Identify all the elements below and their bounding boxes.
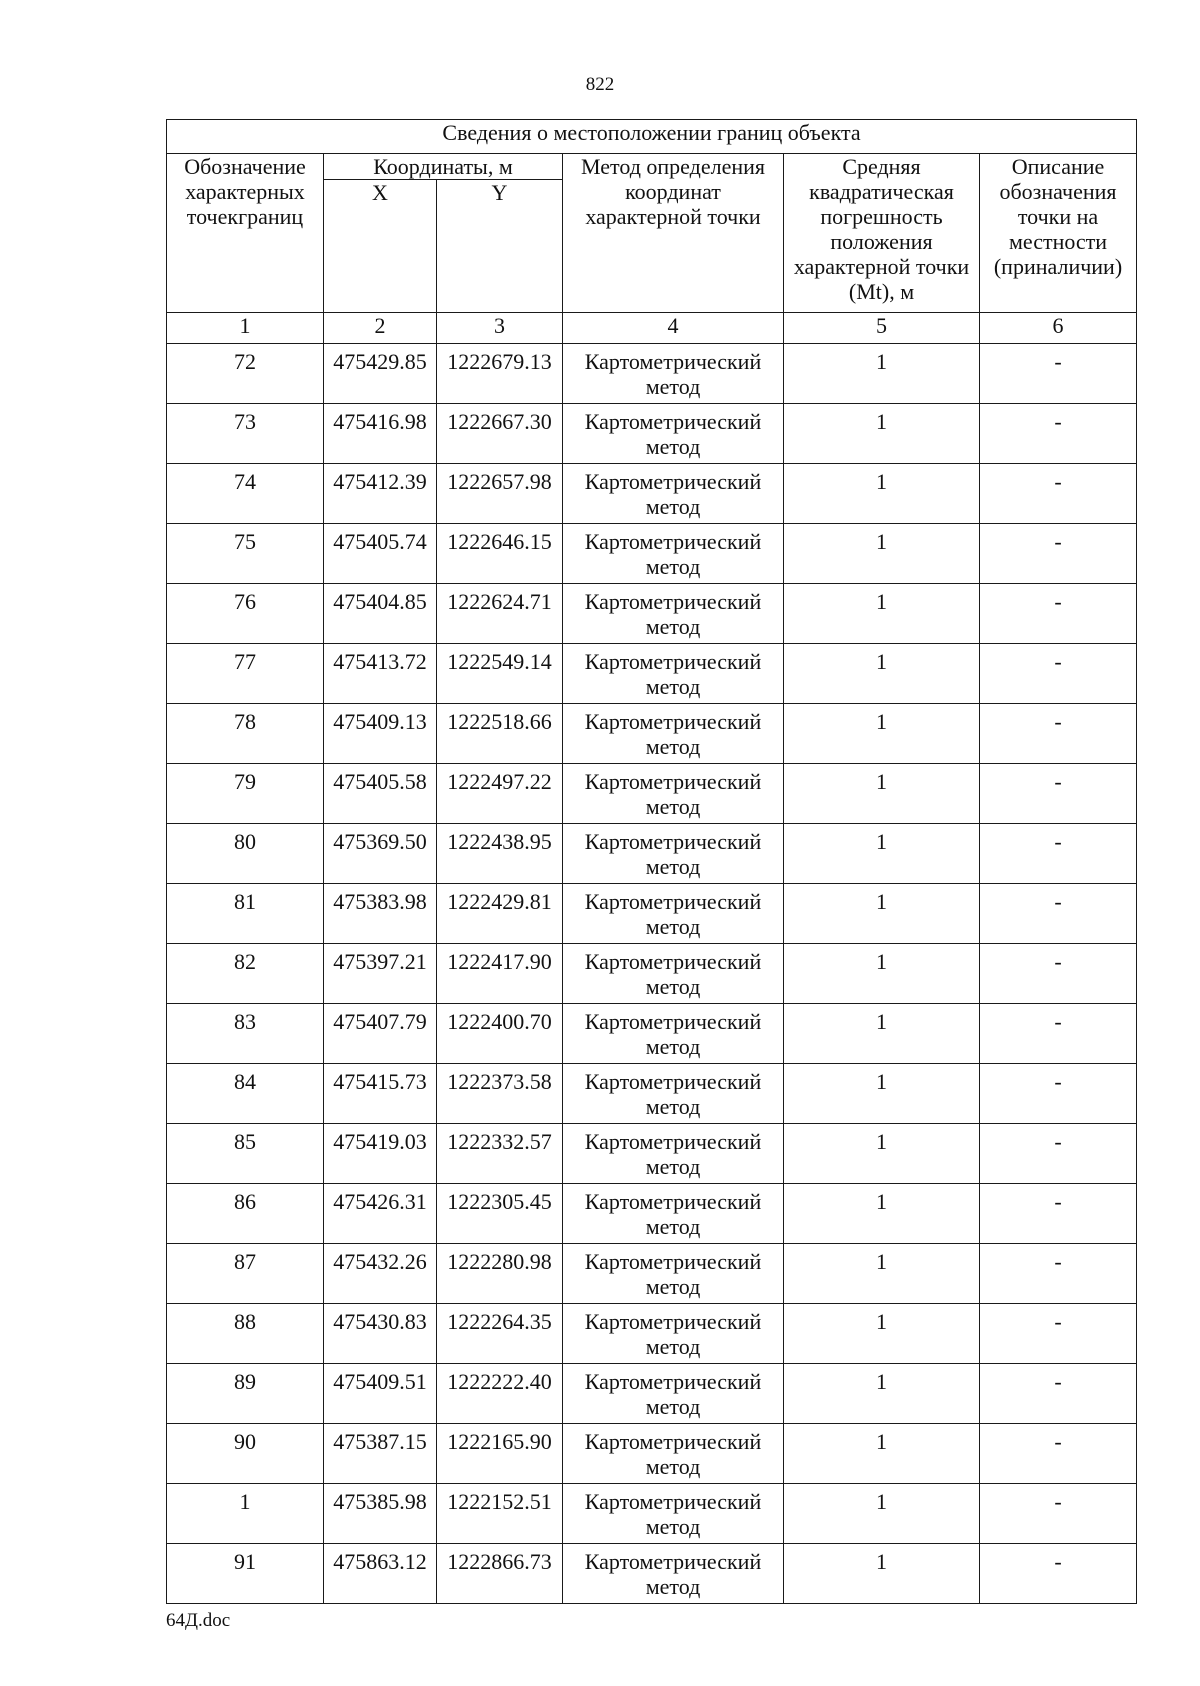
column-number: 1	[167, 313, 324, 344]
cell-y: 1222866.73	[437, 1544, 563, 1604]
cell-y: 1222305.45	[437, 1184, 563, 1244]
cell-mt: 1	[784, 464, 980, 524]
cell-x: 475415.73	[324, 1064, 437, 1124]
cell-point: 83	[167, 1004, 324, 1064]
cell-point: 82	[167, 944, 324, 1004]
cell-mt: 1	[784, 1004, 980, 1064]
cell-x: 475385.98	[324, 1484, 437, 1544]
cell-y: 1222373.58	[437, 1064, 563, 1124]
cell-point: 88	[167, 1304, 324, 1364]
cell-x: 475405.74	[324, 524, 437, 584]
cell-y: 1222152.51	[437, 1484, 563, 1544]
cell-x: 475383.98	[324, 884, 437, 944]
cell-y: 1222417.90	[437, 944, 563, 1004]
cell-description: -	[980, 404, 1137, 464]
column-number: 6	[980, 313, 1137, 344]
table-row	[167, 1544, 1137, 1604]
table-row	[167, 344, 1137, 404]
cell-x: 475387.15	[324, 1424, 437, 1484]
cell-mt: 1	[784, 1364, 980, 1424]
cell-mt: 1	[784, 944, 980, 1004]
table-row	[167, 1124, 1137, 1184]
cell-mt: 1	[784, 1244, 980, 1304]
cell-method: Картометрический метод	[563, 1424, 784, 1484]
cell-method: Картометрический метод	[563, 1244, 784, 1304]
cell-description: -	[980, 644, 1137, 704]
cell-description: -	[980, 1184, 1137, 1244]
cell-point: 90	[167, 1424, 324, 1484]
cell-x: 475404.85	[324, 584, 437, 644]
table-row	[167, 1484, 1137, 1544]
cell-method: Картометрический метод	[563, 704, 784, 764]
table-row	[167, 1064, 1137, 1124]
cell-mt: 1	[784, 1544, 980, 1604]
cell-method: Картометрический метод	[563, 1364, 784, 1424]
cell-mt: 1	[784, 764, 980, 824]
cell-point: 80	[167, 824, 324, 884]
cell-point: 73	[167, 404, 324, 464]
cell-method: Картометрический метод	[563, 344, 784, 404]
header-description: Описание обозначения точки на местности (приналичии)	[980, 154, 1137, 313]
cell-y: 1222624.71	[437, 584, 563, 644]
page-number: 822	[585, 74, 615, 95]
cell-mt: 1	[784, 1184, 980, 1244]
cell-x: 475419.03	[324, 1124, 437, 1184]
cell-mt: 1	[784, 644, 980, 704]
cell-y: 1222518.66	[437, 704, 563, 764]
table-row	[167, 704, 1137, 764]
table-row	[167, 884, 1137, 944]
cell-description: -	[980, 764, 1137, 824]
cell-method: Картометрический метод	[563, 884, 784, 944]
cell-description: -	[980, 1424, 1137, 1484]
table-row	[167, 464, 1137, 524]
cell-x: 475430.83	[324, 1304, 437, 1364]
header-x: X	[324, 180, 437, 313]
cell-x: 475407.79	[324, 1004, 437, 1064]
cell-y: 1222332.57	[437, 1124, 563, 1184]
cell-method: Картометрический метод	[563, 824, 784, 884]
header-error: Средняя квадратическая погрешность положения характерной точки (Mt), м	[784, 154, 980, 313]
cell-x: 475409.13	[324, 704, 437, 764]
column-number: 3	[437, 313, 563, 344]
column-number: 5	[784, 313, 980, 344]
cell-description: -	[980, 584, 1137, 644]
cell-point: 75	[167, 524, 324, 584]
cell-y: 1222165.90	[437, 1424, 563, 1484]
header-method: Метод определения координат характерной точки	[563, 154, 784, 313]
cell-method: Картометрический метод	[563, 1064, 784, 1124]
cell-description: -	[980, 1004, 1137, 1064]
cell-y: 1222667.30	[437, 404, 563, 464]
cell-point: 78	[167, 704, 324, 764]
table-row	[167, 1244, 1137, 1304]
table-row	[167, 824, 1137, 884]
cell-description: -	[980, 344, 1137, 404]
cell-point: 85	[167, 1124, 324, 1184]
cell-method: Картометрический метод	[563, 584, 784, 644]
table-row	[167, 404, 1137, 464]
cell-y: 1222679.13	[437, 344, 563, 404]
cell-method: Картометрический метод	[563, 644, 784, 704]
cell-mt: 1	[784, 1304, 980, 1364]
cell-point: 79	[167, 764, 324, 824]
cell-point: 1	[167, 1484, 324, 1544]
cell-point: 84	[167, 1064, 324, 1124]
cell-point: 89	[167, 1364, 324, 1424]
cell-y: 1222646.15	[437, 524, 563, 584]
cell-method: Картометрический метод	[563, 1304, 784, 1364]
header-y: Y	[437, 180, 563, 313]
table-row	[167, 1424, 1137, 1484]
table-row	[167, 644, 1137, 704]
cell-description: -	[980, 464, 1137, 524]
cell-x: 475416.98	[324, 404, 437, 464]
table-row	[167, 764, 1137, 824]
cell-description: -	[980, 824, 1137, 884]
cell-mt: 1	[784, 584, 980, 644]
cell-point: 74	[167, 464, 324, 524]
table-row	[167, 1004, 1137, 1064]
cell-x: 475369.50	[324, 824, 437, 884]
cell-point: 77	[167, 644, 324, 704]
table-title: Сведения о местоположении границ объекта	[167, 120, 1137, 154]
header-designation: Обозначение характерных точекграниц	[167, 154, 324, 313]
cell-description: -	[980, 1304, 1137, 1364]
cell-point: 81	[167, 884, 324, 944]
table-row	[167, 524, 1137, 584]
cell-x: 475432.26	[324, 1244, 437, 1304]
cell-point: 86	[167, 1184, 324, 1244]
cell-x: 475426.31	[324, 1184, 437, 1244]
cell-y: 1222657.98	[437, 464, 563, 524]
cell-description: -	[980, 1064, 1137, 1124]
cell-method: Картометрический метод	[563, 1484, 784, 1544]
cell-method: Картометрический метод	[563, 524, 784, 584]
column-number: 2	[324, 313, 437, 344]
cell-x: 475409.51	[324, 1364, 437, 1424]
cell-mt: 1	[784, 344, 980, 404]
table-row	[167, 584, 1137, 644]
cell-description: -	[980, 1484, 1137, 1544]
cell-method: Картометрический метод	[563, 404, 784, 464]
cell-mt: 1	[784, 404, 980, 464]
cell-y: 1222222.40	[437, 1364, 563, 1424]
cell-mt: 1	[784, 1424, 980, 1484]
cell-y: 1222438.95	[437, 824, 563, 884]
cell-description: -	[980, 1364, 1137, 1424]
cell-y: 1222280.98	[437, 1244, 563, 1304]
cell-x: 475405.58	[324, 764, 437, 824]
table-row	[167, 1184, 1137, 1244]
footer-filename: 64Д.doc	[166, 1610, 231, 1631]
cell-method: Картометрический метод	[563, 944, 784, 1004]
cell-description: -	[980, 524, 1137, 584]
cell-method: Картометрический метод	[563, 1124, 784, 1184]
cell-description: -	[980, 1124, 1137, 1184]
table-row	[167, 1304, 1137, 1364]
cell-x: 475397.21	[324, 944, 437, 1004]
cell-x: 475412.39	[324, 464, 437, 524]
cell-method: Картометрический метод	[563, 764, 784, 824]
cell-y: 1222400.70	[437, 1004, 563, 1064]
cell-method: Картометрический метод	[563, 1184, 784, 1244]
cell-description: -	[980, 1544, 1137, 1604]
column-number: 4	[563, 313, 784, 344]
cell-mt: 1	[784, 704, 980, 764]
cell-x: 475863.12	[324, 1544, 437, 1604]
cell-mt: 1	[784, 1484, 980, 1544]
table-body	[167, 344, 1137, 1604]
cell-method: Картометрический метод	[563, 1544, 784, 1604]
cell-y: 1222264.35	[437, 1304, 563, 1364]
cell-x: 475413.72	[324, 644, 437, 704]
cell-y: 1222429.81	[437, 884, 563, 944]
cell-method: Картометрический метод	[563, 1004, 784, 1064]
table-row	[167, 1364, 1137, 1424]
cell-point: 87	[167, 1244, 324, 1304]
cell-description: -	[980, 884, 1137, 944]
cell-y: 1222497.22	[437, 764, 563, 824]
cell-description: -	[980, 704, 1137, 764]
cell-description: -	[980, 1244, 1137, 1304]
header-coordinates: Координаты, м	[324, 154, 563, 180]
cell-point: 76	[167, 584, 324, 644]
cell-mt: 1	[784, 884, 980, 944]
cell-point: 72	[167, 344, 324, 404]
cell-y: 1222549.14	[437, 644, 563, 704]
cell-mt: 1	[784, 1124, 980, 1184]
cell-description: -	[980, 944, 1137, 1004]
cell-method: Картометрический метод	[563, 464, 784, 524]
cell-point: 91	[167, 1544, 324, 1604]
cell-mt: 1	[784, 1064, 980, 1124]
table-row	[167, 944, 1137, 1004]
cell-mt: 1	[784, 524, 980, 584]
cell-x: 475429.85	[324, 344, 437, 404]
cell-mt: 1	[784, 824, 980, 884]
boundary-coordinates-table	[166, 119, 1137, 1604]
